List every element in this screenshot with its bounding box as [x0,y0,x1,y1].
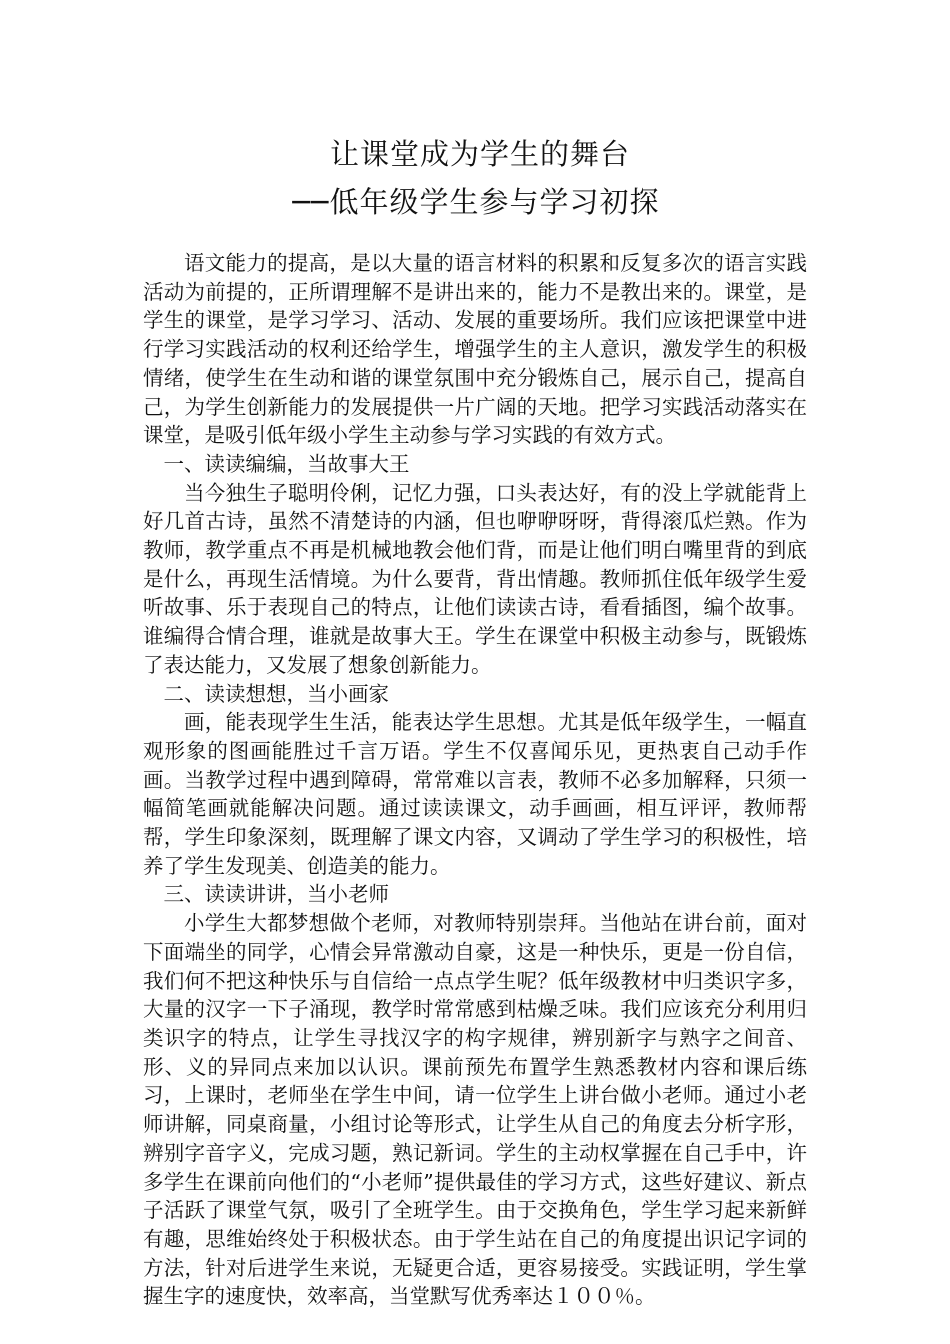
section-heading-3: 三、读读讲讲，当小老师 [163,882,389,907]
page-title: 让课堂成为学生的舞台 [329,137,630,171]
intro-paragraph: 语文能力的提高，是以大量的语言材料的积累和反复多次的语言实践活动为前提的，正所谓理解不是讲出来的，能力不是教出来的。课堂，是学生的课堂，是学习学习、活动、发展的重要场所。我们应该把课堂中进行学习实践活动的权利还给学生，增强学生的主人意识，激发学生的积极情绪，使学生在生动和谐的课堂氛围中充分锻炼自己，展示自己，提高自己，为学生创新能力的发展提供一片广阔的天地。把学习实践活动落实在课堂，是吸引低年级小学生主动参与学习实践的有效方式。 [143,251,807,448]
section-heading-2: 二、读读想想，当小画家 [163,681,389,706]
title-block [0,132,950,224]
section-body-2: 画，能表现学生生活，能表达学生思想。尤其是低年级学生，一幅直观形象的图画能胜过千言万语。学生不仅喜闻乐见，更热衷自己动手作画。当教学过程中遇到障碍，常常难以言表，教师不必多加解释，只须一幅简笔画就能解决问题。通过读读课文，动手画画，相互评评，教师帮帮，学生印象深刻，既理解了课文内容，又调动了学生学习的积极性，培养了学生发现美、创造美的能力。 [143,710,807,878]
article-body [143,249,807,1311]
section-body-3: 小学生大都梦想做个老师，对教师特别崇拜。当他站在讲台前，面对下面端坐的同学，心情会异常激动自豪，这是一种快乐，更是一份自信，我们何不把这种快乐与自信给一点点学生呢？低年级教材中归类识字多，大量的汉字一下子涌现，教学时常常感到枯燥乏味。我们应该充分利用归类识字的特点，让学生寻找汉字的构字规律，辨别新字与熟字之间音、形、义的异同点来加以认识。课前预先布置学生熟悉教材内容和课后练习，上课时，老师坐在学生中间，请一位学生上讲台做小老师。通过小老师讲解，同桌商量，小组讨论等形式，让学生从自己的角度去分析字形，辨别字音字义，完成习题，熟记新词。学生的主动权掌握在自己手中，许多学生在课前向他们的“小老师”提供最佳的学习方式，这些好建议、新点子活跃了课堂气氛，吸引了全班学生。由于交换角色，学生学习起来新鲜有趣，思维始终处于积极状态。由于学生站在自己的角度提出识记字词的方法，针对后进学生来说，无疑更合适，更容易接受。实践证明，学生掌握生字的速度快，效率高，当堂默写优秀率达１００％。 [143,911,807,1309]
section-body-1: 当今独生子聪明伶俐，记忆力强，口头表达好，有的没上学就能背上好几首古诗，虽然不清楚诗的内涵，但也咿咿呀呀，背得滚瓜烂熟。作为教师，教学重点不再是机械地教会他们背，而是让他们明白嘴里背的到底是什么，再现生活情境。为什么要背，背出情趣。教师抓住低年级学生爱听故事、乐于表现自己的特点，让他们读读古诗，看看插图，编个故事。谁编得合情合理，谁就是故事大王。学生在课堂中积极主动参与，既锻炼了表达能力，又发展了想象创新能力。 [143,480,807,677]
section-heading-1: 一、读读编编，当故事大王 [163,451,410,476]
page-subtitle: ──低年级学生参与学习初探 [292,185,660,219]
